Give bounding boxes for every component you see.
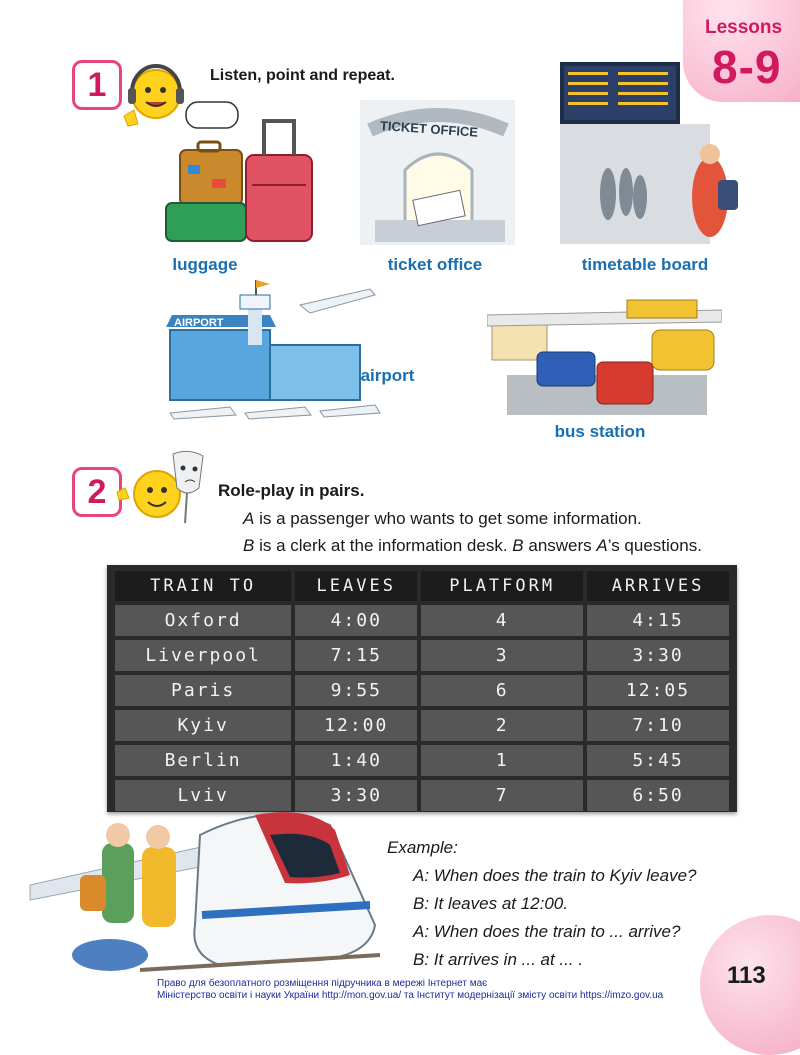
lesson-number: 8-9 [712,41,782,93]
cell-destination: Oxford [115,605,291,636]
role-text: is a passenger who wants to get some information. [254,509,642,528]
footer-line: Міністерство освіти і науки України http://mon.gov.ua/ та Інститут модернізації змісту освіти https://imzo.gov.ua [157,990,664,1001]
lesson-label: Lessons [705,17,783,38]
role-line-b [243,536,702,556]
cell-platform: 4 [421,605,583,636]
cell-arrives: 6:50 [587,780,729,811]
exercise-1-instruction: Listen, point and repeat. [210,67,395,84]
table-row [115,710,729,741]
cell-destination: Paris [115,675,291,706]
table-row [115,605,729,636]
timetable-board [107,565,737,812]
role-letter: B [512,536,524,555]
table-row [115,745,729,776]
mask-smiley-icon [115,448,215,528]
caption-luggage: luggage [172,255,238,274]
table-row [115,640,729,671]
example-line: A: When does the train to Kyiv leave? [413,866,697,885]
cell-leaves: 3:30 [295,780,417,811]
cell-platform: 7 [421,780,583,811]
example-line: B: It leaves at 12:00. [413,894,568,913]
header-train-to: TRAIN TO [115,571,291,601]
ticket-office-illustration [360,100,515,245]
caption-ticket-office: ticket office [387,255,483,274]
footer-notice [157,978,663,1002]
cell-destination: Lviv [115,780,291,811]
timetable-board-illustration [560,62,750,247]
cell-destination: Liverpool [115,640,291,671]
example-block [387,834,697,974]
example-title: Example: [387,838,458,857]
timetable [111,567,733,815]
cell-destination: Kyiv [115,710,291,741]
cell-platform: 2 [421,710,583,741]
cell-leaves: 9:55 [295,675,417,706]
role-line-a [243,509,642,529]
cell-arrives: 5:45 [587,745,729,776]
header-platform: PLATFORM [421,571,583,601]
role-text: ’s questions. [607,536,702,555]
cell-platform: 3 [421,640,583,671]
header-arrives: ARRIVES [587,571,729,601]
caption-airport: airport [360,366,415,385]
timetable-header-row [115,571,729,601]
cell-arrives: 7:10 [587,710,729,741]
role-letter: A [596,536,608,555]
caption-timetable-board: timetable board [581,255,709,274]
page-number: 113 [727,962,766,989]
cell-leaves: 1:40 [295,745,417,776]
footer-line: Право для безоплатного розміщення підручника в мережі Інтернет має [157,978,488,989]
airport-illustration [160,275,385,430]
header-leaves: LEAVES [295,571,417,601]
train-illustration [20,805,385,975]
role-text: answers [523,536,597,555]
role-letter: A [243,509,255,528]
airport-sign: AIRPORT [174,317,224,329]
role-text: is a clerk at the information desk. [254,536,513,555]
cell-destination: Berlin [115,745,291,776]
exercise-2-number: 2 [72,467,122,517]
cell-leaves: 4:00 [295,605,417,636]
cell-platform: 6 [421,675,583,706]
cell-leaves: 7:15 [295,640,417,671]
caption-bus-station: bus station [554,422,646,441]
ticket-office-sign: TICKET OFFICE [379,117,479,140]
cell-arrives: 12:05 [587,675,729,706]
example-line: A: When does the train to ... arrive? [413,922,681,941]
bus-station-illustration [487,290,722,418]
example-line: B: It arrives in ... at ... . [413,950,584,969]
table-row [115,675,729,706]
exercise-1-number: 1 [72,60,122,110]
role-letter: B [243,536,255,555]
cell-arrives: 4:15 [587,605,729,636]
luggage-illustration [160,115,320,250]
cell-leaves: 12:00 [295,710,417,741]
exercise-2-instruction: Role-play in pairs. [218,481,365,500]
cell-platform: 1 [421,745,583,776]
cell-arrives: 3:30 [587,640,729,671]
